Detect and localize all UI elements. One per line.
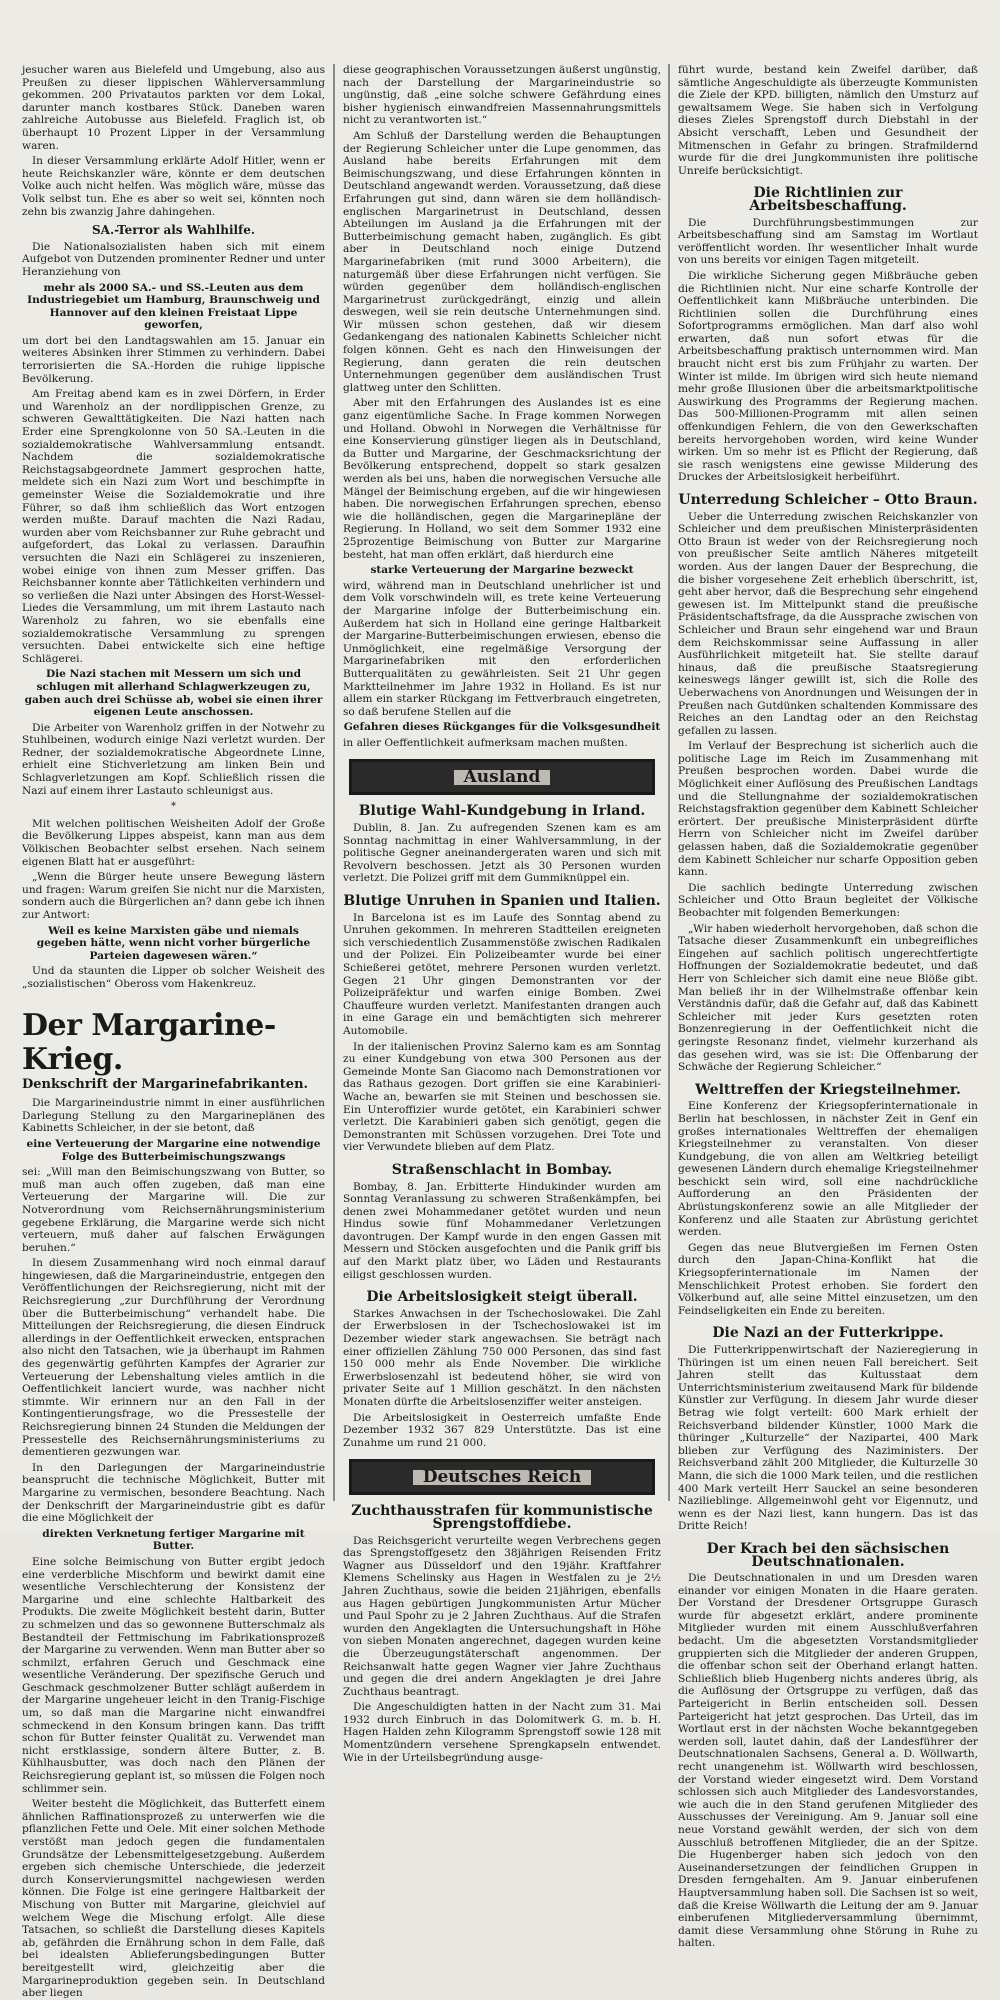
paragraph: Dublin, 8. Jan. Zu aufregenden Szenen kam es am Sonntag nachmittag in einer Wahlversammlung, in der politische Gegner aneinandergeraten waren und sich mit Revolvern beschossen. Jetzt als 30 Personen wurden verletzt. Die Polizei griff mit dem Gummiknüppel ein.: [343, 822, 661, 885]
article-headline: Der Krach bei den sächsischen Deutschnationalen.: [706, 1540, 950, 1570]
article-headline: Straßenschlacht in Bombay.: [391, 1161, 613, 1178]
paragraph: Die Arbeiter von Warenholz griffen in der Notwehr zu Stuhlbeinen, wodurch einige Nazi verletzt wurden. Der Redner, der sozialdemokratische Abgeordnete Linne, erhielt eine Stichverletzung am linken Bein und Schlagverletzungen am Kopf. Schließlich rissen die Nazi auf einem ihrer Lastauto schleunigst aus.: [22, 721, 325, 797]
section-heading: SA.-Terror als Wahlhilfe.: [91, 223, 256, 238]
paragraph: In dieser Versammlung erklärte Adolf Hitler, wenn er heute Reichskanzler wäre, könnte er dem deutschen Volke auch nicht helfen. Was möglich wäre, müsse das Volk selbst tun. Ehe es aber so weit sei, könnten noch zehn bis zwanzig Jahre dahingehen.: [22, 155, 325, 218]
paragraph: Und da staunten die Lipper ob solcher Weisheit des „sozialistischen“ Obeross vom Hakenkreuz.: [22, 965, 325, 990]
article-headline: Die Richtlinien zur Arbeitsbeschaffung.: [749, 185, 907, 214]
paragraph: In Barcelona ist es im Laufe des Sonntag abend zu Unruhen gekommen. In mehreren Stadtteilen ereigneten sich verschiedentlich Zusammenstöße zwischen Radikalen und der Polizei. Ein Polizeibeamter wurde bei einer Schießerei getötet, mehrere Personen wurden verletzt. Gegen 21 Uhr gingen Demonstranten vor der Polizeipräfektur und warfen einige Bomben. Zwei Chauffeure wurden verletzt. Manifestanten drangen auch in eine Garage ein und bemächtigten sich mehrerer Automobile.: [343, 911, 661, 1037]
paragraph: Am Schluß der Darstellung werden die Behauptungen der Regierung Schleicher unter die Lupe genommen, das Ausland habe bereits Erfahrungen mit dem Beimischungszwang, und diese Erfahrungen könnten in Deutschland angewandt werden. Voraussetzung, daß diese Erfahrungen gut sind, dann wären sie dem holländisch-englischen Margarinetrust in Deutschland, dessen Abteilungen im Ausland ja die Erfahrungen mit der Butterbeimischung gemacht haben, zugänglich. Es gibt aber in Deutschland noch einige Dutzend Margarinefabriken (mit rund 3000 Arbeitern), die naturgemäß über diese Erfahrungen nicht verfügen. Sie würden gegenüber dem holländisch-englischen Margarinetrust zurückgedrängt, einzig und allein deswegen, weil sie rein deutsche Unternehmungen sind. Wir müssen schon gestehen, daß wir diesem Gedankengang des nationalen Kabinetts Schleicher nicht folgen können. Geht es nach den Hinweisungen der Regierung, dann geraten die rein deutschen Unternehmungen gegenüber dem ausländischen Trust glattweg unter den Schlitten.: [343, 129, 661, 394]
paragraph: Mit welchen politischen Weisheiten Adolf der Große die Bevölkerung Lippes abspeist, kann man aus dem Völkischen Beobachter selbst ersehen. Nach seinem eigenen Blatt hat er ausgeführt:: [22, 817, 325, 868]
column-1: [22, 64, 325, 2000]
paragraph: Ueber die Unterredung zwischen Reichskanzler von Schleicher und dem preußischen Ministerpräsidenten Otto Braun ist weder von der Reichsregierung noch von preußischer Seite amtlich Näheres mitgeteilt worden. Aus der langen Dauer der Besprechung, die die bisher vorgesehene Zeit erheblich überschritt, ist, geht aber hervor, daß die Besprechung sehr eingehend gewesen ist. Im Mittelpunkt stand die preußische Präsidentschaftsfrage, da die Aussprache zwischen von Schleicher und Braun sehr eingehend war und Braun dem Reichskommissar seine Auffassung in aller Ausführlichkeit mitgeteilt hat. Sie stellte darauf hinaus, daß die preußische Staatsregierung keineswegs länger gewillt ist, sich die Rolle des Ueberwachens von Anordnungen und Weisungen der in Preußen nach Gutdünken schaltenden Kommissare des Reiches an den Landtag oder an den Reichstag gefallen zu lassen.: [678, 510, 978, 737]
paragraph: Die Futterkrippenwirtschaft der Nazieregierung in Thüringen ist um einen neuen Fall bereichert. Seit Jahren stellt das Kultusstaat dem Unterrichtsministerium zweitausend Mark für bildende Künstler zur Verfügung. In diesem Jahr wurde dieser Betrag wie folgt verteilt: 600 Mark erhielt der Reichsverband bildender Künstler, 1000 Mark die thüringer „Kulturzelle“ der Nazipartei, 400 Mark blieben zur Verfügung des Naziministers. Der Reichsverband zählt 200 Mitglieder, die Kulturzelle 30 Mann, die sich die 1000 Mark teilen, und die restlichen 400 Mark verteilt Herr Sauckel an seine besonderen Nazilieblinge. Allgemeinwohl geht vor Eigennutz, und wenn es der Nazi liest, kann hungern. Das ist das Dritte Reich!: [678, 1344, 978, 1533]
article-headline: Unterredung Schleicher – Otto Braun.: [678, 492, 978, 508]
column-3: [678, 64, 978, 1950]
paragraph: Im Verlauf der Besprechung ist sicherlich auch die politische Lage im Reich im Zusammenhang mit Preußen besprochen worden. Dabei wurde die Möglichkeit einer Auflösung des Preußischen Landtags und die Stellungnahme der sozialdemokratischen Reichstagsfraktion gegenüber dem Kabinett Schleicher erörtert. Der preußische Ministerpräsident dürfte Herrn von Schleicher nicht im Zweifel darüber gelassen haben, daß die Sozialdemokratie gegenüber dem Kabinett Schleicher nur scharfe Opposition geben kann.: [678, 740, 978, 879]
paragraph: Die wirkliche Sicherung gegen Mißbräuche geben die Richtlinien nicht. Nur eine scharfe Kontrolle der Oeffentlichkeit kann Mißbräuche unterbinden. Die Richtlinien sollen die Durchführung eines Sofortprogramms ermöglichen. Man darf also wohl erwarten, daß nun sofort etwas für die Arbeitsbeschaffung praktisch unternommen wird. Man braucht nicht erst bis zum Frühjahr zu warten. Der Winter ist milde. Im übrigen wird sich heute niemand mehr große Illusionen über die arbeitsmarktpolitische Auswirkung des Programms der Regierung machen. Das 500-Millionen-Programm mit allen seinen offenkundigen Fehlern, die von den Gewerkschaften bereits hervorgehoben worden, wird keine Wunder wirken. Um so mehr ist es Pflicht der Regierung, daß sie rasch wenigstens eine gewisse Milderung des Druckes der Arbeitslosigkeit herbeiführt.: [678, 269, 978, 484]
paragraph: In den Darlegungen der Margarineindustrie beansprucht die technische Möglichkeit, Butter mit Margarine zu vermischen, besondere Beachtung. Nach der Denkschrift der Margarineindustrie gibt es dafür die eine Möglichkeit der: [22, 1461, 325, 1525]
article-headline: Zuchthausstrafen für kommunistische Sprengstoffdiebe.: [351, 1503, 653, 1532]
sub-headline: Denkschrift der Margarinefabrikanten.: [22, 1076, 309, 1092]
paragraph: Eine Konferenz der Kriegsopferinternationale in Berlin hat beschlossen, in nächster Zeit in Genf ein großes internationales Welttreffen der ehemaligen Kriegsteilnehmer zu veranstalten. Von dieser Kundgebung, die von allen am Weltkrieg beteiligt gewesenen Ländern durch ehemalige Kriegsteilnehmer beschickt sein wird, soll eine nachdrückliche Aufforderung an den Präsidenten der Abrüstungskonferenz sowie an alle Mitglieder der Konferenz und alle Staaten zur Abrüstung gerichtet werden.: [678, 1100, 978, 1239]
paragraph: führt wurde, bestand kein Zweifel darüber, daß sämtliche Angeschuldigte als überzeugte Kommunisten die Ziele der KPD. billigten, nämlich den Umsturz auf gewaltsamem Wege. Sie haben sich in Verfolgung dieses Zieles Sprengstoff durch Diebstahl in der Absicht verschafft, Leben und Gesundheit der Mitmenschen in Gefahr zu bringen. Strafmildernd wurde für die drei Jungkommunisten ihre politische Unreife berücksichtigt.: [678, 64, 978, 177]
paragraph: Das Reichsgericht verurteilte wegen Verbrechens gegen das Sprengstoffgesetz den 38jährigen Reisenden Fritz Wagner aus Düsseldorf und den 19jähr. Kraftfahrer Klemens Schelinsky aus Hagen in Westfalen zu je 2½ Jahren Zuchthaus, sowie die beiden 21jährigen, ebenfalls aus Hagen gebürtigen Jungkommunisten Artur Mücher und Paul Spohr zu je 2 Jahren Zuchthaus. Auf die Strafen wurden den Angeklagten die Untersuchungshaft in Höhe von sieben Monaten angerechnet, dagegen wurden keine die Überzeugungstäterschaft angenommen. Der Reichsanwalt hatte gegen Wagner vier Jahre Zuchthaus und gegen die drei andern Angeklagten je drei Jahre Zuchthaus beantragt.: [343, 1534, 661, 1698]
bold-callout: Weil es keine Marxisten gäbe und niemals gegeben hätte, wenn nicht vorher bürgerliche Parteien dagewesen wären.“: [36, 924, 311, 962]
column-rule-1: [333, 64, 335, 1501]
article-headline: Blutige Unruhen in Spanien und Italien.: [343, 893, 661, 910]
paragraph: Starkes Anwachsen in der Tschechoslowakei. Die Zahl der Erwerbslosen in der Tschechoslowakei ist im Dezember wieder stark angewachsen. Sie beträgt nach einer offiziellen Zählung 750 000 Personen, das sind fast 150 000 mehr als Ende November. Die wirkliche Erwerbslosenzahl ist bedeutend höher, sie wird von privater Seite auf 1 Million geschätzt. In den nächsten Monaten dürfte die Arbeitslosenziffer weiter ansteigen.: [343, 1307, 661, 1408]
column-2: [343, 64, 661, 1764]
section-banner-deutsches-reich: [349, 1459, 655, 1495]
paragraph: Die Arbeitslosigkeit in Oesterreich umfaßte Ende Dezember 1932 367 829 Unterstützte. Das ist eine Zunahme um rund 21 000.: [343, 1411, 661, 1449]
paragraph: „Wir haben wiederholt hervorgehoben, daß schon die Tatsache dieser Zusammenkunft ein unbegreifliches Eingehen auf sachlich politisch ungerechtfertigte Hoffnungen der Sozialdemokratie bedeutet, und daß Herr von Schleicher sich damit eine neue Blöße gibt. Man beließ ihr in der Wilhelmstraße offenbar kein Verständnis dafür, daß die Gefahr auf, daß das Kabinett Schleicher mit jeder Kurs gesetzten roten Bonzenregierung in der Oeffentlichkeit nicht die geringste Resonanz findet, vielmehr kurzerhand als das gesehen wird, was sie ist: Die Offenbarung der Schwäche der Regierung Schleicher.“: [678, 922, 978, 1074]
bold-callout: direkten Verknetung fertiger Margarine mit Butter.: [42, 1527, 305, 1553]
paragraph: diese geographischen Voraussetzungen äußerst ungünstig, nach der Darstellung der Margarineindustrie so ungünstig, daß „eine solche schwere Gefährdung eines bisher hygienisch einwandfreien Massennahrungsmittels nicht zu verantworten ist.“: [343, 64, 661, 127]
bold-callout: starke Verteuerung der Margarine bezweckt: [370, 564, 634, 577]
section-banner-label: Ausland: [454, 770, 551, 785]
paragraph: Gegen das neue Blutvergießen im Fernen Osten durch den Japan-China-Konflikt hat die Kriegsopferinternationale im Namen der Menschlichkeit Protest erhoben. Sie fordert den Völkerbund auf, alle seine Mittel einzusetzen, um den Feindseligkeiten ein Ende zu bereiten.: [678, 1241, 978, 1317]
paragraph: wird, während man in Deutschland unehrlicher ist und dem Volk vorschwindeln will, es trete keine Verteuerung der Margarine infolge der Butterbeimischung ein. Außerdem hat sich in Holland eine geringe Haltbarkeit der Margarine-Butterbeimischungen erwiesen, ebenso die Unmöglichkeit, eine regelmäßige Versorgung der Margarinefabriken mit den erforderlichen Butterqualitäten zu gewährleisten. Seit 21 Uhr gegen Marktteilnehmer im Jahre 1932 in Holland. Es ist nur allem ein starker Rückgang im Fettverbrauch eingetreten, so daß berufene Stellen auf die: [343, 579, 661, 718]
main-headline: Der Margarine-Krieg.: [22, 1007, 276, 1077]
paragraph: sei: „Will man den Beimischungszwang von Butter, so muß man auch offen zugeben, daß man eine Verteuerung der Margarine will. Die zur Notverordnung vom Reichsernährungsministerium gegebene Erklärung, die Margarine werde sich nicht verteuern, muß daher auf falschen Erwägungen beruhen.“: [22, 1166, 325, 1254]
paragraph: um dort bei den Landtagswahlen am 15. Januar ein weiteres Absinken ihrer Stimmen zu verhindern. Dabei terrorisierten die SA.-Horden die ruhige lippische Bevölkerung.: [22, 334, 325, 385]
article-headline: Welttreffen der Kriegsteilnehmer.: [695, 1081, 961, 1098]
paragraph: Die Deutschnationalen in und um Dresden waren einander vor einigen Monaten in die Haare geraten. Der Vorstand der Dresdener Ortsgruppe Gurasch wurde für abgesetzt erklärt, andere prominente Mitglieder wurden mit einem Ausschlußverfahren bedacht. Um die abgesetzten Vorstandsmitglieder gruppierten sich die Mitglieder der anderen Gruppen, die offenbar schon seit der Oberhand erlangt hatten. Schließlich blieb Hugenberg nichts anderes übrig, als die Auflösung der Ortsgruppe zu verfügen, daß das Parteigericht in Berlin entscheiden soll. Dessen Parteigericht hat jetzt gesprochen. Das Urteil, das im Wortlaut erst in der nächsten Woche bekanntgegeben werden soll, lautet dahin, daß der Landesführer der Deutschnationalen Sachsens, General a. D. Wöllwarth, recht unangenehm ist. Wöllwarth wird beschlossen, der Vorstand wieder eingesetzt wird. Dem Vorstand schlossen sich auch Mitglieder des Landesvorstandes, wie auch die in den Stand gerufenen Mitglieder des Ausschusses der Vereinigung. Am 9. Januar soll eine neue Vorstand gewählt werden, der sich von dem Ausschluß betroffenen Mitglieder, die an der Spitze. Die Hugenberger haben sich jedoch von den Auseinandersetzungen der feindlichen Gruppen in Dresden ferngehalten. Am 9. Januar einberufenen Hauptversammlung haben soll. Die Sachsen ist so weit, daß die Kreise Wöllwarth die Leitung der am 9. Januar einberufenen Mitgliederversammlung übernimmt, damit diese Versammlung ohne Störung in Ruhe zu halten.: [678, 1572, 978, 1950]
article-headline: Die Arbeitslosigkeit steigt überall.: [366, 1289, 638, 1306]
article-headline: Die Nazi an der Futterkrippe.: [712, 1325, 944, 1342]
paragraph: Die Durchführungsbestimmungen zur Arbeitsbeschaffung sind am Samstag im Wortlaut veröffentlicht worden. Ihr wesentlicher Inhalt wurde von uns bereits vor einigen Tagen mitgeteilt.: [678, 216, 978, 267]
paragraph: Eine solche Beimischung von Butter ergibt jedoch eine verderbliche Mischform und bewirkt damit eine wesentliche Verschlechterung der Konsistenz der Margarine und eine schlechte Haltbarkeit des Produkts. Die zweite Möglichkeit besteht darin, Butter zu schmelzen und das so gewonnene Butterschmalz als Bestandteil der Fettmischung im Fabrikationsprozeß der Margarine zu verwenden. Wenn man Butter aber so schmilzt, erfahren Geruch und Geschmack eine wesentliche Veränderung. Der spezifische Geruch und Geschmack geschmolzener Butter schlägt außerdem in der Margarine ungeheuer leicht in den Tranig-Fischige um, so daß man die Margarine nicht einwandfrei schmeckend in den Konsum bringen kann. Das trifft schon für Butter feinster Qualität zu. Verwendet man nicht erstklassige, sondern ältere Butter, z. B. Kühlhausbutter, was doch nach den Plänen der Reichsregierung geplant ist, so müssen die Folgen noch schlimmer sein.: [22, 1555, 325, 1795]
paragraph: Bombay, 8. Jan. Erbitterte Hindukinder wurden am Sonntag Veranlassung zu schweren Straßenkämpfen, bei denen zwei Mohammedaner getötet wurden und neun Hindus sowie fünf Mohammedaner Verletzungen davontrugen. Der Kampf wurde in den engen Gassen mit Messern und Stöcken ausgefochten und die Panik griff bis auf den Markt platz über, wo Läden und Restaurants eiligst geschlossen wurden.: [343, 1180, 661, 1281]
paragraph: Am Freitag abend kam es in zwei Dörfern, in Erder und Warenholz an der nordlippischen Grenze, zu schweren Gewalttätigkeiten. Die Nazi hatten nach Erder eine Sprengkolonne von 50 SA.-Leuten in die sozialdemokratische Wahlversammlung entsandt. Nachdem die sozialdemokratische Reichstagsabgeordnete Jammert gesprochen hatte, meldete sich ein Nazi zum Wort und beschimpfte in gemeinster Weise die Sozialdemokratie und ihre Führer, so daß ihm schließlich das Wort entzogen werden mußte. Darauf machten die Nazi Radau, wurden aber vom Reichsbanner zur Ruhe gebracht und aufgefordert, das Lokal zu verlassen. Daraufhin versuchten die Nazi ein Schlägerei zu inszenieren, wobei einige von ihnen zum Messer griffen. Das Reichsbanner konnte aber Tätlichkeiten verhindern und so verließen die Nazi unter Absingen des Horst-Wessel-Liedes die Versammlung, um mit ihrem Lastauto nach Warenholz zu fahren, wo sie ebenfalls eine sozialdemokratische Versammlung zu sprengen versuchten. Dabei entwickelte sich eine heftige Schlägerei.: [22, 388, 325, 665]
paragraph: in aller Oeffentlichkeit aufmerksam machen mußten.: [343, 736, 628, 749]
bold-callout: Die Nazi stachen mit Messern um sich und schlugen mit allerhand Schlagwerkzeugen zu, gaben auch drei Schüsse ab, wobei sie einen ihrer eigenen Leute anschossen.: [24, 668, 323, 719]
bold-callout: Gefahren dieses Rückganges für die Volksgesundheit: [343, 721, 661, 734]
section-separator: *: [171, 801, 176, 813]
bold-callout: mehr als 2000 SA.- und SS.-Leuten aus dem Industriegebiet um Hamburg, Braunschweig und Hannover auf den kleinen Freistaat Lippe geworfen,: [27, 281, 320, 332]
column-rule-2: [668, 64, 670, 1501]
paragraph: Die Nationalsozialisten haben sich mit einem Aufgebot von Dutzenden prominenter Redner und unter Heranziehung von: [22, 240, 325, 278]
paragraph: Die Angeschuldigten hatten in der Nacht zum 31. Mai 1932 durch Einbruch in das Dolomitwerk G. m. b. H. Hagen Halden zehn Kilogramm Sprengstoff sowie 128 mit Momentzündern versehene Sprengkapseln entwendet. Wie in der Urteilsbegründung ausge-: [343, 1701, 661, 1764]
paragraph: Weiter besteht die Möglichkeit, das Butterfett einem ähnlichen Raffinationsprozeß zu unterwerfen wie die pflanzlichen Fette und Oele. Mit einer solchen Methode verstößt man jedoch gegen die fundamentalen Grundsätze der Lebensmittelgesetzgebung. Außerdem ergeben sich chemische Unterschiede, die jederzeit durch Konservierungsmittel nachgewiesen werden können. Die Folge ist eine geringere Haltbarkeit der Mischung von Butter mit Margarine, gleichviel auf welchem Wege die Mischung erfolgt. Alle diese Tatsachen, so schließt die Darstellung dieses Kapitels ab, gefährden die Ernährung schon in dem Falle, daß bei idealsten Ablieferungsbedingungen Butter bereitgestellt wird, gleichzeitig aber die Margarineproduktion gegeben sein. In Deutschland aber liegen: [22, 1798, 325, 2000]
section-banner-label: Deutsches Reich: [413, 1470, 591, 1485]
section-banner-ausland: [349, 759, 655, 795]
paragraph: Die Margarineindustrie nimmt in einer ausführlichen Darlegung Stellung zu den Margarineplänen des Kabinetts Schleicher, in der sie betont, daß: [22, 1097, 325, 1135]
article-headline: Blutige Wahl-Kundgebung in Irland.: [358, 803, 646, 820]
bold-callout: eine Verteuerung der Margarine eine notwendige Folge des Butterbeimischungszwangs: [26, 1137, 321, 1163]
paragraph: „Wenn die Bürger heute unsere Bewegung lästern und fragen: Warum greifen Sie nicht nur die Marxisten, sondern auch die Bürgerlichen an? dann gebe ich ihnen zur Antwort:: [22, 871, 325, 921]
paragraph: Die sachlich bedingte Unterredung zwischen Schleicher und Otto Braun begleitet der Völkische Beobachter mit folgenden Bemerkungen:: [678, 881, 978, 919]
paragraph: In diesem Zusammenhang wird noch einmal darauf hingewiesen, daß die Margarineindustrie, entgegen den Veröffentlichungen der Reichsregierung, nicht mit der Reichsregierung „zur Durchführung der Verordnung über die Butterbeimischung“ verhandelt habe. Die Mitteilungen der Reichsregierung, die diesen Eindruck allerdings in der Oeffentlichkeit erwecken, entsprachen also nicht den Tatsachen, wie ja überhaupt im Rahmen des gegenwärtig geführten Kampfes der Agrarier zur Verteuerung der Lebenshaltung vieles amtlich in die Oeffentlichkeit lanciert wurde, was nachher nicht stimmte. Wir erinnern nur an den Fall in der Kontingentierungsfrage, wo die Pressestelle der Reichsregierung binnen 24 Stunden die Meldungen der Pressestelle des Reichsernährungsministeriums zu dementieren gezwungen war.: [22, 1257, 325, 1459]
paragraph: Aber mit den Erfahrungen des Auslandes ist es eine ganz eigentümliche Sache. In Frage kommen Norwegen und Holland. Obwohl in Norwegen die Verhältnisse für eine Konservierung günstiger liegen als in Deutschland, da Butter und Margarine, der Geschmacksrichtung der Bevölkerung entsprechend, doppelt so stark gesalzen werden als bei uns, haben die norwegischen Versuche alle Mängel der Beimischung ergeben, auf die wir hingewiesen haben. Die norwegischen Erfahrungen sprechen, ebenso wie die holländischen, gegen die Margarinepläne der Regierung. In Holland, wo seit dem Sommer 1932 eine 25prozentige Beimischung von Butter zur Margarine besteht, hat man offen erklärt, daß hierdurch eine: [343, 397, 661, 561]
paragraph: jesucher waren aus Bielefeld und Umgebung, also aus Preußen zu dieser lippischen Wählerversammlung gekommen. 200 Privatautos parkten vor dem Lokal, darunter manch kostbares Stück. Daneben waren zahlreiche Autobusse aus Bielefeld. Fraglich ist, ob überhaupt 10 Prozent Lipper in der Versammlung waren.: [22, 64, 325, 152]
paragraph: In der italienischen Provinz Salerno kam es am Sonntag zu einer Kundgebung von etwa 300 Personen aus der Gemeinde Monte San Giacomo nach Demonstrationen vor das Rathaus gezogen. Dort griffen sie eine Karabinieri-Wache an, bewarfen sie mit Steinen und beschossen sie. Ein Unteroffizier wurde getötet, ein Karabinieri schwer verletzt. Die Karabinieri gaben sich genötigt, gegen die Demonstranten mit Schüssen vorzugehen. Drei Tote und vier Verwundete blieben auf dem Platz.: [343, 1040, 661, 1154]
